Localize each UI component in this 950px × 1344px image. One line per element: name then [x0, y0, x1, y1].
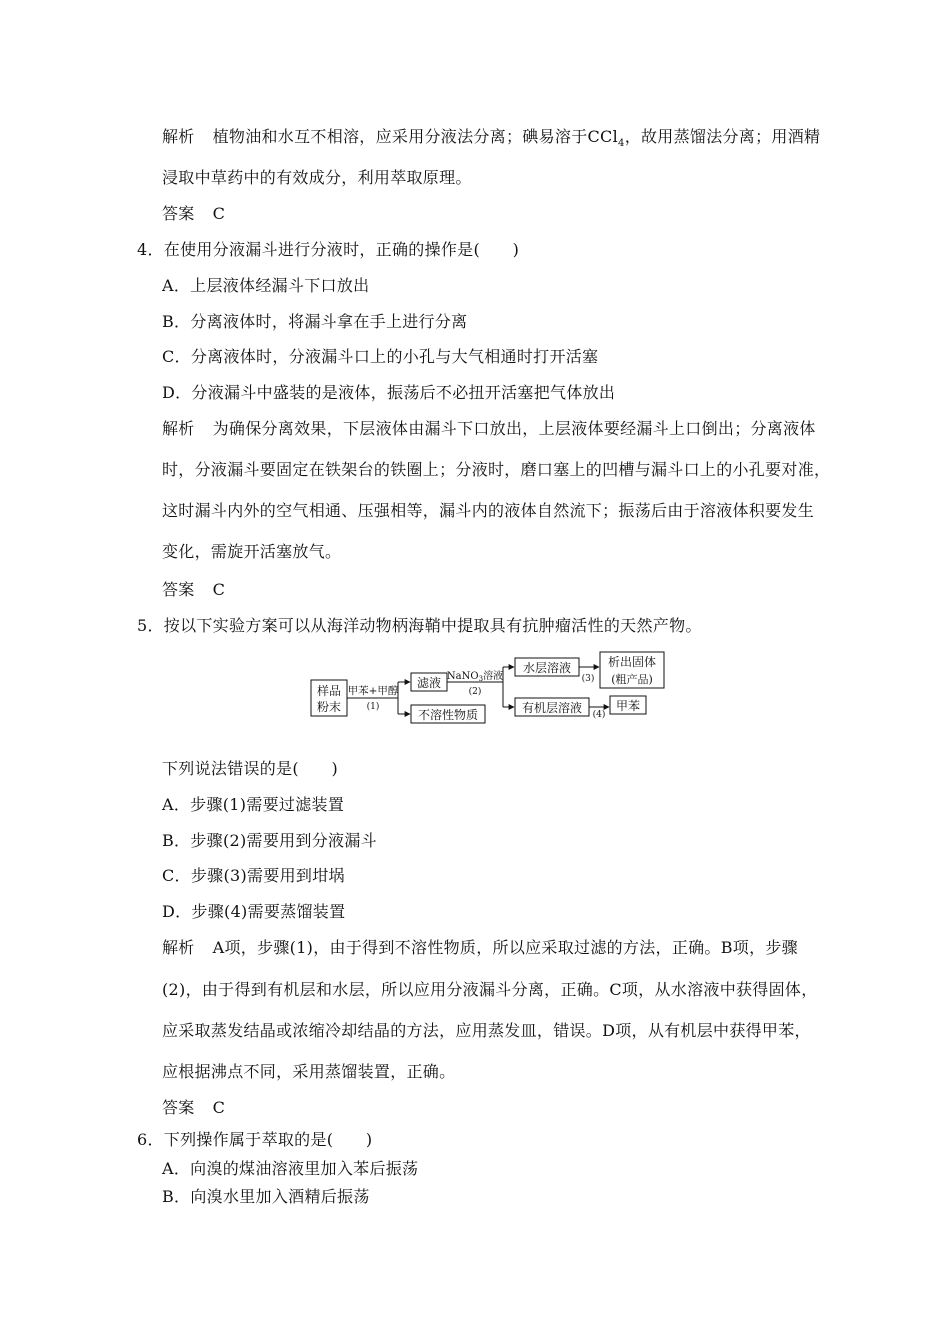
q5-question: 下列说法错误的是( ) [162, 759, 339, 778]
q4-analysis-line-2: 时，分液漏斗要固定在铁架台的铁圈上；分液时，磨口塞上的凹槽与漏斗口上的小孔要对准， [162, 460, 831, 479]
q4-analysis-line-4: 变化，需旋开活塞放气。 [162, 542, 342, 561]
q5-analysis-label: 解析 [162, 938, 195, 957]
step1-label: (1) [366, 702, 380, 712]
q4-option-d: D．分液漏斗中盛装的是液体，振荡后不必扭开活塞把气体放出 [162, 383, 616, 402]
aqueous-label: 水层溶液 [522, 661, 572, 675]
step3-label: (3) [581, 674, 595, 684]
q3-analysis-label: 解析 [162, 127, 195, 146]
q6-option-b: B．向溴水里加入酒精后振荡 [162, 1187, 370, 1206]
q3-analysis-line-1: 解析 植物油和水互不相溶，应采用分液法分离；碘易溶于CCl$_4$，故用蒸馏法分离；用酒精 [162, 127, 821, 150]
q5-analysis-line-3: 应采取蒸发结晶或浓缩冷却结晶的方法，应用蒸发皿，错误。D项，从有机层中获得甲苯， [162, 1021, 811, 1040]
sample-label-2: 粉末 [316, 700, 342, 714]
q4-option-a: A．上层液体经漏斗下口放出 [162, 276, 370, 295]
q3-answer: 答案 C [162, 204, 226, 223]
q3-analysis-line-2: 浸取中草药中的有效成分，利用萃取原理。 [162, 168, 472, 187]
q4-analysis-line-3: 这时漏斗内外的空气相通、压强相等，漏斗内的液体自然流下；振荡后由于溶液体积要发生 [162, 501, 815, 520]
step4-label: (4) [592, 710, 606, 720]
q5-answer: 答案 C [162, 1098, 226, 1117]
q4-analysis-line-1: 解析 为确保分离效果，下层液体由漏斗下口放出，上层液体要经漏斗上口倒出；分离液体 [162, 419, 816, 438]
q4-option-c: C．分离液体时，分液漏斗口上的小孔与大气相通时打开活塞 [162, 347, 599, 366]
q4-stem: 4．在使用分液漏斗进行分液时，正确的操作是( ) [137, 240, 520, 259]
q5-analysis-line-2: (2)，由于得到有机层和水层，所以应用分液漏斗分离，正确。C项，从水溶液中获得固体， [162, 980, 818, 999]
q5-option-a: A．步骤(1)需要过滤装置 [162, 795, 345, 814]
q4-analysis-label: 解析 [162, 419, 195, 438]
q6-stem: 6．下列操作属于萃取的是( ) [137, 1130, 373, 1149]
reagent1-label: 甲苯+甲醇 [347, 685, 399, 697]
toluene-label: 甲苯 [615, 699, 641, 713]
reagent2-label: NaNO$_3$溶液 [446, 671, 504, 683]
step2-label: (2) [468, 687, 482, 697]
q5-option-d: D．步骤(4)需要蒸馏装置 [162, 902, 346, 921]
q4-option-b: B．分离液体时，将漏斗拿在手上进行分离 [162, 312, 468, 331]
sample-label-1: 样品 [316, 684, 342, 698]
filtrate-label: 滤液 [416, 676, 442, 690]
q5-stem: 5．按以下实验方案可以从海洋动物柄海鞘中提取具有抗肿瘤活性的天然产物。 [137, 616, 702, 635]
organic-label: 有机层溶液 [521, 701, 583, 715]
q5-analysis-line-4: 应根据沸点不同，采用蒸馏装置，正确。 [162, 1062, 456, 1081]
q5-option-b: B．步骤(2)需要用到分液漏斗 [162, 831, 377, 850]
q6-option-a: A．向溴的煤油溶液里加入苯后振荡 [162, 1159, 419, 1178]
q5-flow-diagram [310, 650, 670, 725]
q5-analysis-line-1: 解析 A项，步骤(1)，由于得到不溶性物质，所以应采取过滤的方法，正确。B项，步骤 [162, 938, 798, 957]
q5-option-c: C．步骤(3)需要用到坩埚 [162, 866, 345, 885]
solid-label-1: 析出固体 [607, 655, 657, 669]
insoluble-label: 不溶性物质 [417, 708, 479, 722]
q4-answer: 答案 C [162, 580, 226, 599]
solid-label-2: (粗产品) [611, 673, 653, 686]
